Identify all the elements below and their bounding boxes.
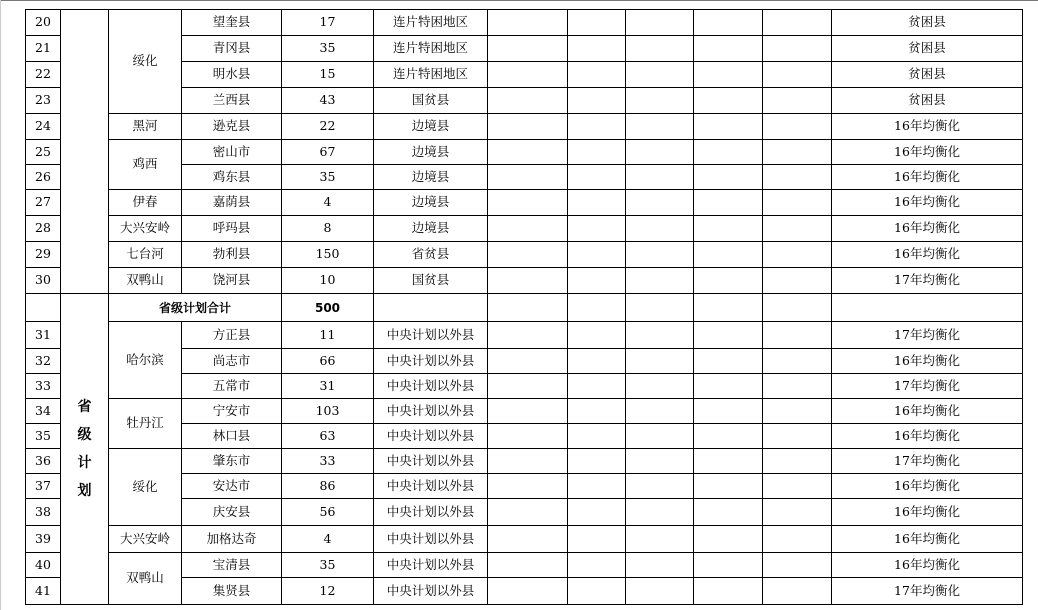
empty-cell [763, 88, 832, 114]
empty-cell [694, 242, 763, 268]
county-cell: 集贤县 [182, 578, 282, 605]
section-number-blank [26, 294, 61, 322]
empty-cell [488, 374, 568, 399]
empty-cell [832, 294, 1023, 322]
empty-cell [488, 578, 568, 605]
empty-cell [763, 424, 832, 449]
table-row [26, 114, 1023, 140]
empty-cell [763, 322, 832, 349]
empty-cell [626, 294, 694, 322]
status-cell: 16年均衡化 [832, 114, 1023, 140]
empty-cell [626, 114, 694, 140]
section-cell-central [61, 10, 109, 294]
row-number: 35 [26, 424, 61, 449]
amount-cell: 63 [282, 424, 374, 449]
amount-cell: 11 [282, 322, 374, 349]
row-number: 20 [26, 10, 61, 36]
city-cell: 双鸭山 [109, 268, 182, 294]
empty-cell [488, 294, 568, 322]
type-cell: 中央计划以外县 [374, 526, 488, 553]
empty-cell [694, 449, 763, 474]
county-cell: 鸡东县 [182, 165, 282, 190]
county-cell: 宝清县 [182, 553, 282, 578]
amount-cell: 12 [282, 578, 374, 605]
amount-cell: 43 [282, 88, 374, 114]
county-cell: 望奎县 [182, 10, 282, 36]
table-row [26, 322, 1023, 349]
row-number: 33 [26, 374, 61, 399]
type-cell: 中央计划以外县 [374, 578, 488, 605]
county-cell: 饶河县 [182, 268, 282, 294]
row-number: 32 [26, 349, 61, 374]
row-number: 28 [26, 216, 61, 242]
empty-cell [626, 268, 694, 294]
empty-cell [568, 399, 626, 424]
table-row [26, 553, 1023, 578]
empty-cell [694, 268, 763, 294]
amount-cell: 22 [282, 114, 374, 140]
empty-cell [626, 499, 694, 526]
type-cell: 中央计划以外县 [374, 499, 488, 526]
status-cell: 16年均衡化 [832, 499, 1023, 526]
table-row [26, 449, 1023, 474]
empty-cell [488, 242, 568, 268]
empty-cell [488, 424, 568, 449]
row-number: 36 [26, 449, 61, 474]
type-cell: 中央计划以外县 [374, 474, 488, 499]
empty-cell [626, 165, 694, 190]
amount-cell: 150 [282, 242, 374, 268]
row-number: 40 [26, 553, 61, 578]
amount-cell: 31 [282, 374, 374, 399]
amount-cell: 4 [282, 190, 374, 216]
empty-cell [694, 294, 763, 322]
empty-cell [763, 474, 832, 499]
empty-cell [568, 216, 626, 242]
empty-cell [568, 424, 626, 449]
amount-cell: 35 [282, 165, 374, 190]
empty-cell [763, 526, 832, 553]
empty-cell [568, 474, 626, 499]
empty-cell [626, 10, 694, 36]
empty-cell [568, 553, 626, 578]
row-number: 22 [26, 62, 61, 88]
status-cell: 16年均衡化 [832, 242, 1023, 268]
type-cell: 边境县 [374, 140, 488, 165]
row-number: 37 [26, 474, 61, 499]
city-cell: 七台河 [109, 242, 182, 268]
type-cell: 中央计划以外县 [374, 399, 488, 424]
county-cell: 五常市 [182, 374, 282, 399]
empty-cell [694, 114, 763, 140]
city-cell: 牡丹江 [109, 399, 182, 449]
table-row [26, 190, 1023, 216]
empty-cell [694, 474, 763, 499]
table-row [26, 242, 1023, 268]
type-cell: 国贫县 [374, 268, 488, 294]
type-cell: 省贫县 [374, 242, 488, 268]
empty-cell [763, 294, 832, 322]
county-cell: 加格达奇 [182, 526, 282, 553]
county-plan-table [25, 9, 1023, 605]
empty-cell [568, 268, 626, 294]
empty-cell [568, 349, 626, 374]
city-cell: 双鸭山 [109, 553, 182, 605]
amount-cell: 35 [282, 36, 374, 62]
status-cell: 17年均衡化 [832, 322, 1023, 349]
empty-cell [763, 399, 832, 424]
type-cell: 边境县 [374, 165, 488, 190]
empty-cell [568, 62, 626, 88]
type-cell: 中央计划以外县 [374, 553, 488, 578]
empty-cell [488, 268, 568, 294]
city-cell: 伊春 [109, 190, 182, 216]
county-cell: 勃利县 [182, 242, 282, 268]
empty-cell [694, 10, 763, 36]
table-row [26, 10, 1023, 36]
county-cell: 林口县 [182, 424, 282, 449]
amount-cell: 67 [282, 140, 374, 165]
empty-cell [488, 399, 568, 424]
empty-cell [694, 399, 763, 424]
type-cell: 中央计划以外县 [374, 349, 488, 374]
type-cell: 国贫县 [374, 88, 488, 114]
empty-cell [694, 190, 763, 216]
empty-cell [488, 349, 568, 374]
status-cell: 16年均衡化 [832, 216, 1023, 242]
status-cell: 16年均衡化 [832, 553, 1023, 578]
empty-cell [763, 165, 832, 190]
county-cell: 庆安县 [182, 499, 282, 526]
status-cell: 17年均衡化 [832, 268, 1023, 294]
empty-cell [763, 190, 832, 216]
amount-cell: 8 [282, 216, 374, 242]
county-cell: 密山市 [182, 140, 282, 165]
county-cell: 尚志市 [182, 349, 282, 374]
empty-cell [568, 36, 626, 62]
row-number: 26 [26, 165, 61, 190]
status-cell: 16年均衡化 [832, 474, 1023, 499]
amount-cell: 10 [282, 268, 374, 294]
empty-cell [763, 10, 832, 36]
type-cell: 边境县 [374, 114, 488, 140]
empty-cell [763, 216, 832, 242]
empty-cell [626, 349, 694, 374]
empty-cell [488, 62, 568, 88]
county-cell: 青冈县 [182, 36, 282, 62]
county-cell: 宁安市 [182, 399, 282, 424]
county-cell: 肇东市 [182, 449, 282, 474]
empty-cell [488, 322, 568, 349]
empty-cell [694, 140, 763, 165]
empty-cell [694, 322, 763, 349]
empty-cell [694, 349, 763, 374]
amount-cell: 4 [282, 526, 374, 553]
status-cell: 贫困县 [832, 88, 1023, 114]
type-cell: 中央计划以外县 [374, 424, 488, 449]
empty-cell [626, 424, 694, 449]
table-row [26, 399, 1023, 424]
row-number: 34 [26, 399, 61, 424]
empty-cell [568, 88, 626, 114]
status-cell: 贫困县 [832, 36, 1023, 62]
empty-cell [626, 474, 694, 499]
left-divider [0, 0, 1, 610]
empty-cell [488, 553, 568, 578]
empty-cell [763, 242, 832, 268]
empty-cell [626, 553, 694, 578]
empty-cell [763, 374, 832, 399]
row-number: 21 [26, 36, 61, 62]
empty-cell [763, 62, 832, 88]
empty-cell [626, 62, 694, 88]
row-number: 24 [26, 114, 61, 140]
county-cell: 安达市 [182, 474, 282, 499]
status-cell: 16年均衡化 [832, 349, 1023, 374]
status-cell: 17年均衡化 [832, 374, 1023, 399]
type-cell: 连片特困地区 [374, 36, 488, 62]
status-cell: 17年均衡化 [832, 578, 1023, 605]
empty-cell [568, 526, 626, 553]
empty-cell [694, 62, 763, 88]
empty-cell [694, 88, 763, 114]
empty-cell [626, 578, 694, 605]
type-cell: 边境县 [374, 190, 488, 216]
empty-cell [488, 474, 568, 499]
empty-cell [488, 526, 568, 553]
county-cell: 兰西县 [182, 88, 282, 114]
amount-cell: 103 [282, 399, 374, 424]
row-number: 39 [26, 526, 61, 553]
table-row [26, 140, 1023, 165]
status-cell: 贫困县 [832, 62, 1023, 88]
subtotal-label: 省级计划合计 [109, 294, 282, 322]
empty-cell [488, 190, 568, 216]
row-number: 38 [26, 499, 61, 526]
table-row [26, 268, 1023, 294]
empty-cell [626, 36, 694, 62]
empty-cell [763, 140, 832, 165]
empty-cell [488, 10, 568, 36]
empty-cell [568, 499, 626, 526]
empty-cell [694, 36, 763, 62]
empty-cell [763, 268, 832, 294]
table-row [26, 216, 1023, 242]
section-label-provincial: 省 级 计 划 [61, 294, 109, 605]
empty-cell [626, 140, 694, 165]
empty-cell [763, 36, 832, 62]
empty-cell [694, 216, 763, 242]
empty-cell [488, 216, 568, 242]
county-cell: 呼玛县 [182, 216, 282, 242]
status-cell: 16年均衡化 [832, 140, 1023, 165]
empty-cell [694, 165, 763, 190]
status-cell: 贫困县 [832, 10, 1023, 36]
empty-cell [626, 322, 694, 349]
empty-cell [568, 10, 626, 36]
empty-cell [694, 499, 763, 526]
empty-cell [488, 499, 568, 526]
empty-cell [374, 294, 488, 322]
county-cell: 逊克县 [182, 114, 282, 140]
amount-cell: 35 [282, 553, 374, 578]
city-cell: 绥化 [109, 449, 182, 526]
empty-cell [568, 294, 626, 322]
empty-cell [626, 88, 694, 114]
type-cell: 边境县 [374, 216, 488, 242]
empty-cell [626, 374, 694, 399]
empty-cell [626, 526, 694, 553]
empty-cell [568, 322, 626, 349]
status-cell: 16年均衡化 [832, 424, 1023, 449]
empty-cell [568, 190, 626, 216]
empty-cell [763, 553, 832, 578]
amount-cell: 17 [282, 10, 374, 36]
status-cell: 16年均衡化 [832, 190, 1023, 216]
row-number: 27 [26, 190, 61, 216]
empty-cell [488, 449, 568, 474]
type-cell: 中央计划以外县 [374, 449, 488, 474]
type-cell: 中央计划以外县 [374, 374, 488, 399]
empty-cell [694, 578, 763, 605]
row-number: 25 [26, 140, 61, 165]
city-cell: 绥化 [109, 10, 182, 114]
row-number: 29 [26, 242, 61, 268]
empty-cell [694, 526, 763, 553]
empty-cell [568, 140, 626, 165]
empty-cell [626, 242, 694, 268]
empty-cell [488, 114, 568, 140]
subtotal-amount: 500 [282, 294, 374, 322]
empty-cell [626, 449, 694, 474]
amount-cell: 15 [282, 62, 374, 88]
empty-cell [763, 578, 832, 605]
empty-cell [488, 140, 568, 165]
empty-cell [488, 36, 568, 62]
row-number: 23 [26, 88, 61, 114]
county-cell: 明水县 [182, 62, 282, 88]
type-cell: 连片特困地区 [374, 10, 488, 36]
empty-cell [488, 88, 568, 114]
county-cell: 方正县 [182, 322, 282, 349]
amount-cell: 86 [282, 474, 374, 499]
empty-cell [763, 349, 832, 374]
empty-cell [568, 374, 626, 399]
row-number: 31 [26, 322, 61, 349]
empty-cell [568, 165, 626, 190]
table-row [26, 526, 1023, 553]
empty-cell [694, 424, 763, 449]
empty-cell [568, 114, 626, 140]
empty-cell [694, 374, 763, 399]
row-number: 30 [26, 268, 61, 294]
city-cell: 大兴安岭 [109, 526, 182, 553]
status-cell: 17年均衡化 [832, 449, 1023, 474]
empty-cell [568, 578, 626, 605]
row-number: 41 [26, 578, 61, 605]
subtotal-row [26, 294, 1023, 322]
type-cell: 连片特困地区 [374, 62, 488, 88]
amount-cell: 66 [282, 349, 374, 374]
empty-cell [626, 216, 694, 242]
amount-cell: 33 [282, 449, 374, 474]
empty-cell [568, 242, 626, 268]
empty-cell [763, 449, 832, 474]
empty-cell [694, 553, 763, 578]
empty-cell [568, 449, 626, 474]
empty-cell [763, 499, 832, 526]
empty-cell [763, 114, 832, 140]
type-cell: 中央计划以外县 [374, 322, 488, 349]
status-cell: 16年均衡化 [832, 165, 1023, 190]
empty-cell [626, 190, 694, 216]
city-cell: 黑河 [109, 114, 182, 140]
city-cell: 鸡西 [109, 140, 182, 190]
city-cell: 哈尔滨 [109, 322, 182, 399]
empty-cell [488, 165, 568, 190]
empty-cell [626, 399, 694, 424]
city-cell: 大兴安岭 [109, 216, 182, 242]
top-divider [0, 0, 1038, 1]
county-cell: 嘉荫县 [182, 190, 282, 216]
status-cell: 16年均衡化 [832, 526, 1023, 553]
status-cell: 16年均衡化 [832, 399, 1023, 424]
amount-cell: 56 [282, 499, 374, 526]
